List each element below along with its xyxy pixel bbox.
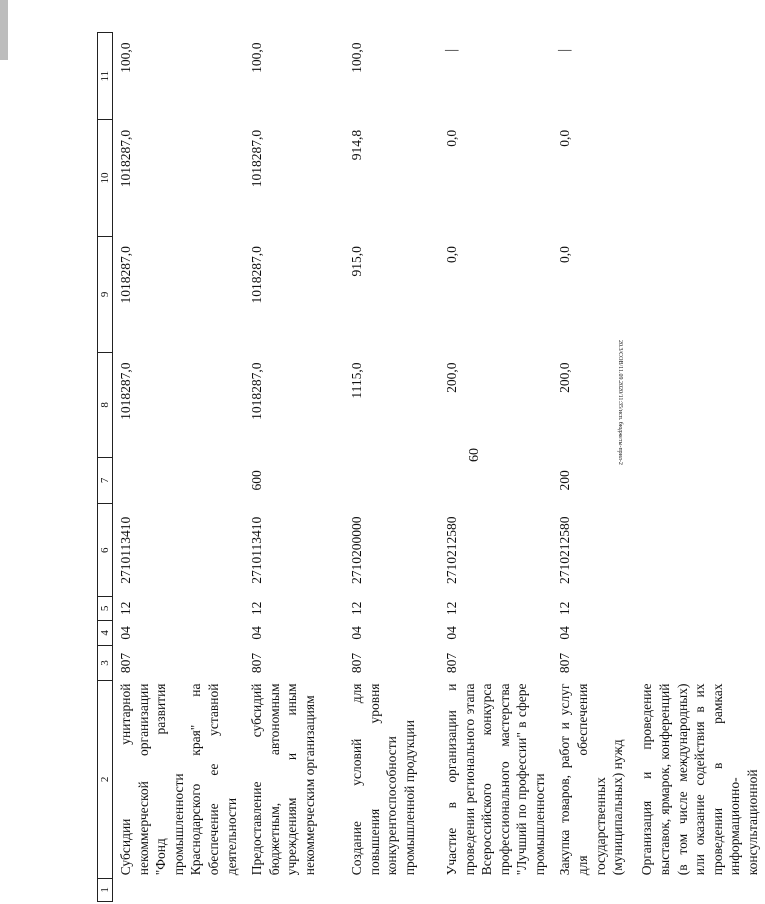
table-row (244, 33, 344, 902)
cell-c5: 12 (249, 601, 265, 616)
column-header-4: 4 (98, 620, 113, 646)
cell-c8: 200,0 (444, 362, 460, 393)
cell-c6: 2710200000 (349, 516, 365, 584)
cell-desc: Предоставление субсидий бюджетным, автономным учреждениям и иным некоммерческим организациям (249, 683, 317, 876)
scan-edge-mark (0, 0, 8, 60)
cell-c9 (634, 236, 765, 352)
cell-c9: 1018287,0 (249, 246, 265, 304)
cell-c5: 12 (444, 601, 460, 616)
cell-c10 (634, 120, 765, 236)
dash-mark: — (445, 41, 459, 57)
cell-c11 (552, 33, 634, 120)
table-row (439, 33, 552, 902)
cell-c7 (344, 457, 439, 504)
cell-desc: Субсидии унитарной некоммерческой организации "Фонд развития промышленности Краснодарского края" на обеспечение ее уставной деятельности (118, 683, 239, 876)
cell-c10: 1018287,0 (118, 129, 134, 188)
cell-index (344, 878, 439, 901)
cell-desc: Закупка товаров, работ и услуг для обеспечения государственных (муниципальных) нужд (557, 683, 626, 876)
column-header-5: 5 (98, 597, 113, 620)
cell-c3: 807 (557, 652, 573, 674)
cell-c7: 200 (557, 470, 573, 491)
cell-index (552, 878, 634, 901)
cell-c6 (634, 504, 765, 597)
cell-c8: 200,0 (557, 362, 573, 393)
cell-c3: 807 (349, 652, 365, 674)
header-row (98, 33, 113, 902)
cell-c5: 12 (557, 601, 573, 616)
cell-c3: 807 (249, 652, 265, 674)
cell-c10: 0,0 (444, 129, 460, 147)
cell-c4: 04 (444, 626, 460, 640)
cell-c11 (439, 33, 552, 120)
cell-c7: 600 (249, 470, 265, 491)
dash-mark: — (558, 41, 572, 57)
column-header-8: 8 (98, 352, 113, 457)
cell-c10: 1018287,0 (249, 129, 265, 188)
cell-c3: 807 (118, 652, 134, 674)
column-header-2: 2 (98, 680, 113, 878)
cell-c4: 04 (249, 626, 265, 640)
column-header-11: 11 (98, 33, 113, 120)
cell-c8: 1115,0 (349, 362, 365, 399)
cell-c9: 0,0 (557, 246, 573, 264)
column-header-6: 6 (98, 504, 113, 597)
column-header-1: 1 (98, 878, 113, 901)
budget-table (97, 32, 765, 902)
cell-c9: 915,0 (349, 246, 365, 277)
cell-c7 (634, 457, 765, 504)
table-body (113, 33, 765, 902)
cell-c6: 2710113410 (249, 516, 265, 584)
cell-c6: 2710212580 (444, 516, 460, 584)
cell-c9: 1018287,0 (118, 246, 134, 304)
cell-c8: 1018287,0 (249, 362, 265, 420)
cell-c11: 100,0 (249, 42, 265, 73)
table-row (344, 33, 439, 902)
table-row (552, 33, 634, 902)
table-row (113, 33, 244, 902)
cell-c5: 12 (118, 601, 134, 616)
cell-c4: 04 (349, 626, 365, 640)
cell-c4: 04 (557, 626, 573, 640)
cell-desc: Организация и проведение выставок, ярмарок, конференций (в том числе международных) или оказание содействия в их проведении в рамках информационно-консультационной (639, 683, 760, 876)
cell-c8 (634, 352, 765, 457)
column-header-7: 7 (98, 457, 113, 504)
cell-c10: 0,0 (557, 129, 573, 147)
cell-index (439, 878, 552, 901)
cell-desc: Участие в организации и проведении регионального этапа Всероссийского конкурса профессионального мастерства "Лучший по профессии" в сфере промышленности (444, 683, 547, 876)
cell-index (634, 878, 765, 901)
cell-c9: 0,0 (444, 246, 460, 264)
cell-c3: 807 (444, 652, 460, 674)
cell-c3 (634, 646, 765, 681)
cell-c7 (439, 457, 552, 504)
cell-c11: 100,0 (349, 42, 365, 73)
cell-desc: Создание условий для повышения уровня конкурентоспособности промышленной продукции (349, 683, 417, 876)
cell-c8: 1018287,0 (118, 362, 134, 420)
cell-index (113, 878, 244, 901)
cell-c11: 100,0 (118, 42, 134, 73)
cell-c11 (634, 33, 765, 120)
column-header-10: 10 (98, 120, 113, 236)
cell-c10: 914,8 (349, 129, 365, 161)
cell-c5: 12 (349, 601, 365, 616)
page-number: 60 (467, 448, 482, 462)
footer-code-text: 20.3/СОВ/11.09.2020/11:35/исп. бюджеты-прил-2 (617, 340, 623, 465)
cell-c4 (634, 620, 765, 646)
cell-index (244, 878, 344, 901)
cell-c7 (113, 457, 244, 504)
cell-c4: 04 (118, 626, 134, 640)
table-row (634, 33, 765, 902)
column-header-3: 3 (98, 646, 113, 681)
cell-c5 (634, 597, 765, 620)
cell-c6: 2710113410 (118, 516, 134, 584)
column-header-9: 9 (98, 236, 113, 352)
cell-c6: 2710212580 (557, 516, 573, 584)
